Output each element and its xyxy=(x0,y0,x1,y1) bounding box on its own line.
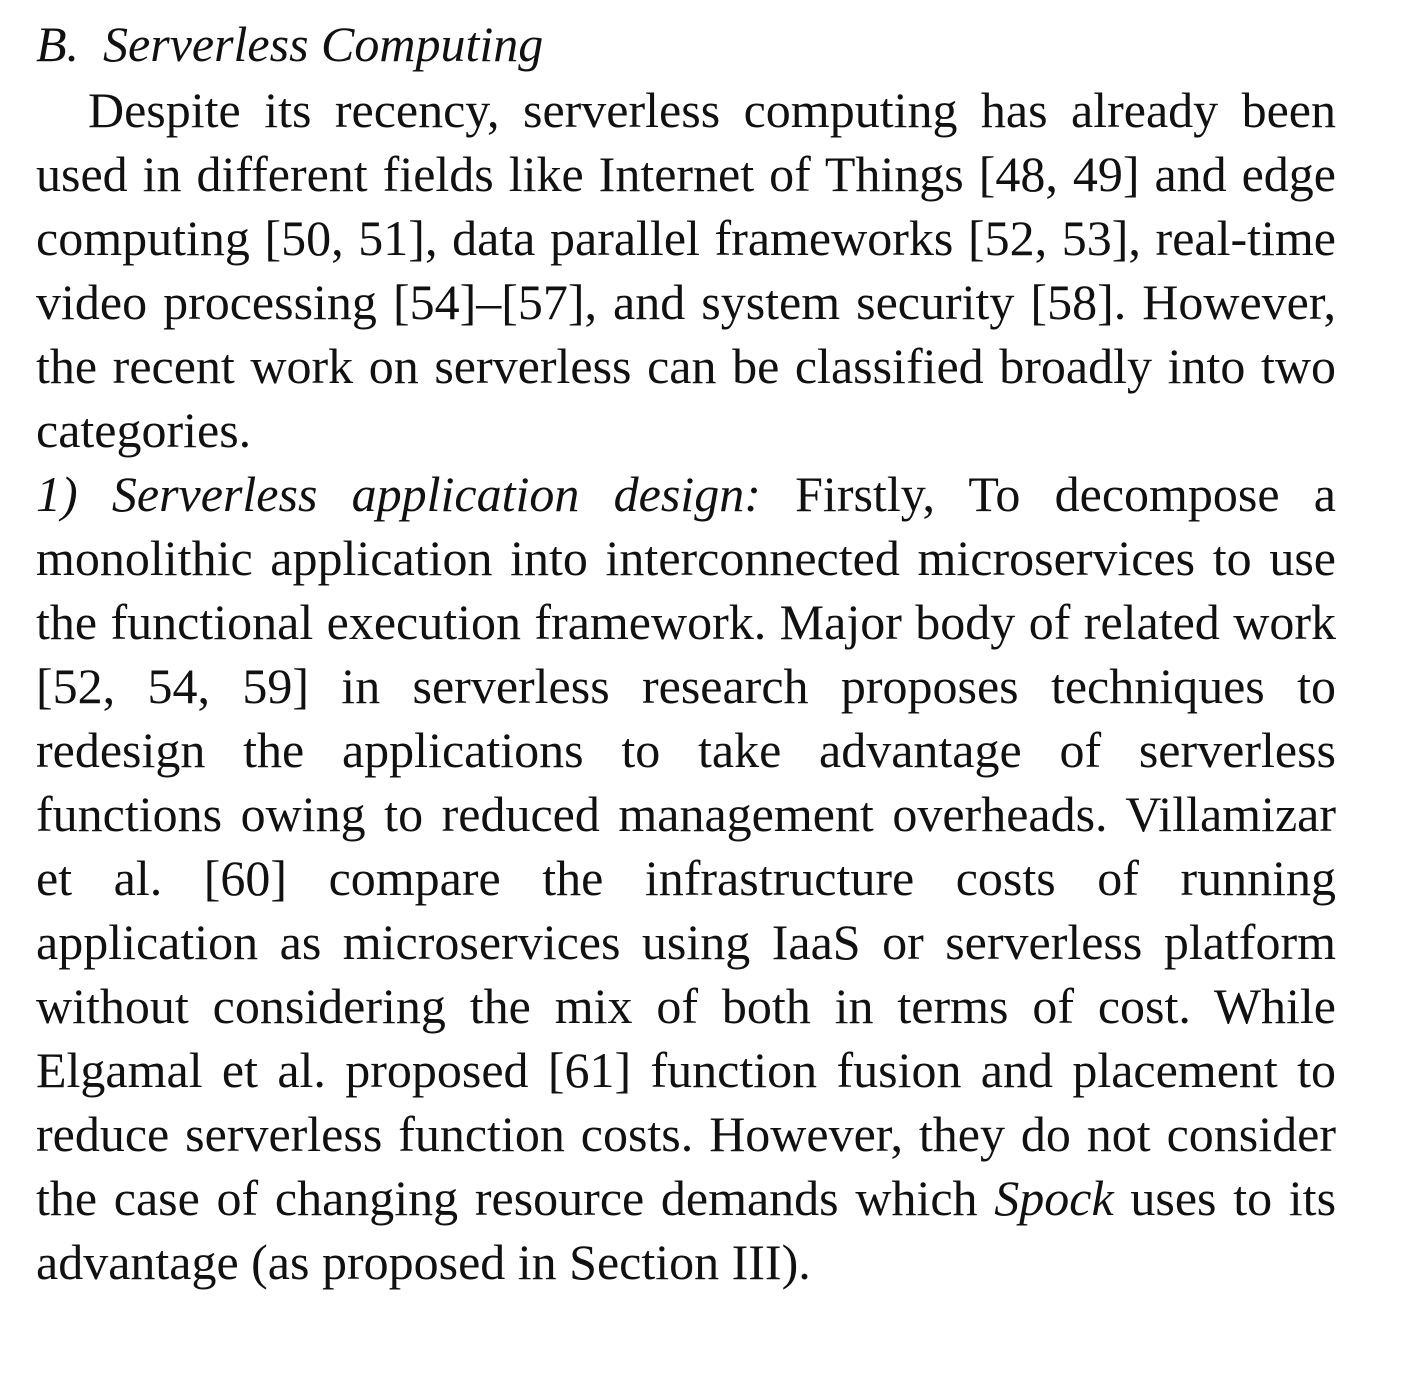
paragraph-body-text: Firstly, To decompose a monolithic application into interconnected microservices to use the functional execution framework. Major body of related work [52, 54, 59] in serverless research proposes techniques to redesign the applications to take advantage of serverless functions owing to reduced management overheads. Villamizar et al. [60] compare the infrastructure costs of running application as microservices using IaaS or serverless platform without considering the mix of both in terms of cost. While Elgamal et al. proposed [61] function fusion and placement to reduce serverless function costs. However, they do not consider the case of changing resource demands which xyxy=(36,466,1336,1226)
section-number: B. xyxy=(36,16,80,72)
section-title: Serverless Computing xyxy=(103,16,544,72)
section-heading xyxy=(36,12,1336,76)
paragraph-closing-text: uses to its advantage (as proposed in Section III). xyxy=(36,1170,1337,1290)
paragraph-intro-text: Despite its recency, serverless computing has already been used in different fields like Internet of Things [48, 49] and edge computing [50, 51], data parallel frameworks [52, 53], real-time video processing [54]–[57], and system security [58]. However, the recent work on serverless can be classified broadly into two categories. xyxy=(36,82,1336,458)
paragraph-application-design xyxy=(36,462,1336,1294)
system-name-emphasis: Spock xyxy=(994,1170,1114,1226)
paper-page xyxy=(36,12,1336,1294)
paragraph-intro xyxy=(36,78,1336,462)
subsection-label: 1) Serverless application design: xyxy=(36,466,761,522)
